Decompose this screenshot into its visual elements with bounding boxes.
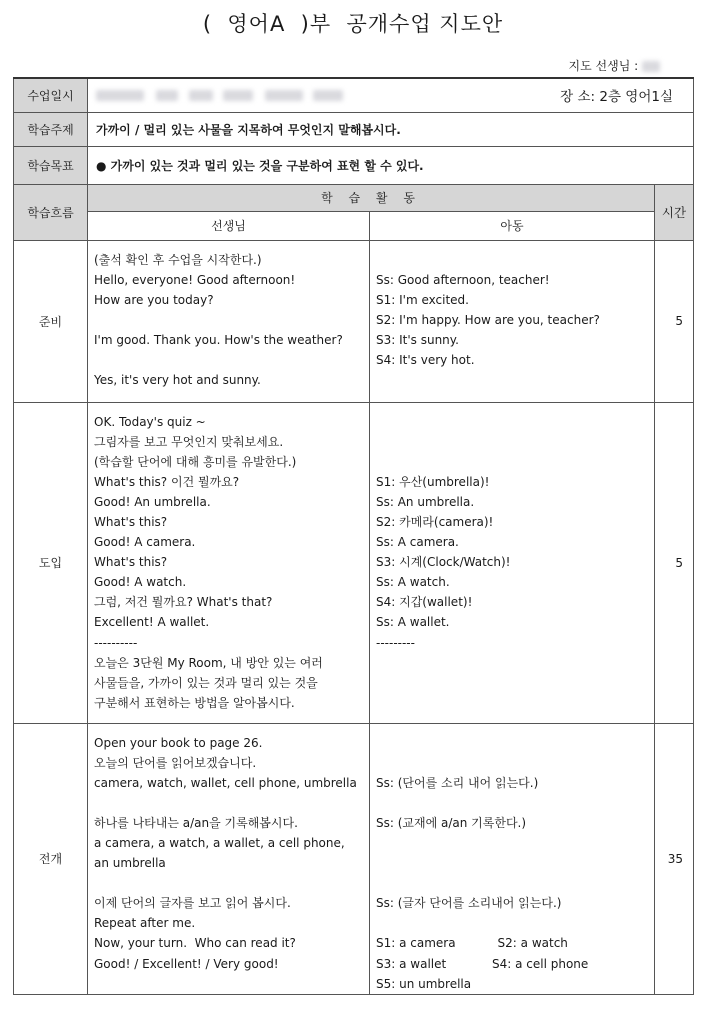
subject-row (14, 112, 694, 146)
goal-text: ● 가까이 있는 것과 멀리 있는 것을 구분하여 표현 할 수 있다. (88, 146, 694, 184)
student-script (370, 403, 654, 653)
teacher-line: 하나를 나타내는 a/an을 기록해봅시다. (94, 815, 298, 830)
teacher-script (88, 724, 369, 974)
teacher-line: 오늘의 단어를 읽어보겠습니다. (94, 755, 257, 770)
date-value-redacted (96, 87, 343, 103)
stage-name: 준비 (14, 240, 88, 402)
stage-time: 5 (655, 402, 694, 723)
student-line: S2: I'm happy. How are you, teacher? (376, 312, 600, 327)
teacher-line: 구분해서 표현하는 방법을 알아봅시다. (94, 695, 295, 710)
teacher-line: 사물들을, 가까이 있는 것과 멀리 있는 것을 (94, 675, 318, 690)
student-line: Ss: An umbrella. (376, 494, 475, 509)
stage-row-develop (14, 723, 694, 994)
teacher-line: Excellent! A wallet. (94, 615, 210, 630)
student-line: Ss: (글자 단어를 소리내어 읽는다.) (376, 896, 562, 911)
stage-time: 35 (655, 723, 694, 994)
student-line: S4: It's very hot. (376, 352, 475, 367)
column-header-row-2 (14, 211, 694, 240)
student-line (376, 913, 648, 933)
student-line (376, 412, 648, 432)
student-line (376, 452, 648, 472)
student-line (376, 250, 648, 270)
teacher-line: ---------- (94, 635, 138, 650)
teacher-line: 그럼, 저건 뭘까요? What's that? (94, 595, 273, 610)
teacher-line: What's this? (94, 555, 168, 570)
subject-text: 가까이 / 멀리 있는 사물을 지목하여 무엇인지 말해봅시다. (88, 112, 694, 146)
activity-header: 학 습 활 동 (88, 184, 655, 211)
student-script (370, 724, 654, 994)
teacher-line: 그림자를 보고 무엇인지 맞춰보세요. (94, 434, 284, 449)
teacher-script (88, 241, 369, 391)
teacher-name-redacted (642, 61, 660, 72)
teacher-line: camera, watch, wallet, cell phone, umbrella (94, 775, 357, 790)
lesson-plan-table (13, 77, 694, 995)
teacher-line: (출석 확인 후 수업을 시작한다.) (94, 252, 262, 267)
teacher-line: Repeat after me. (94, 916, 196, 931)
student-line: S3: It's sunny. (376, 332, 459, 347)
teacher-line: I'm good. Thank you. How's the weather? (94, 332, 343, 347)
student-header: 아동 (370, 211, 655, 240)
student-line: Ss: Good afternoon, teacher! (376, 272, 550, 287)
teacher-line: Now, your turn. Who can read it? (94, 936, 296, 951)
teacher-script (88, 403, 369, 713)
student-line: Ss: A watch. (376, 575, 450, 590)
teacher-line: (학습할 단어에 대해 흥미를 유발한다.) (94, 454, 297, 469)
student-line: Ss: (교재에 a/an 기록한다.) (376, 815, 527, 830)
teacher-line: What's this? (94, 514, 168, 529)
student-line (376, 833, 648, 853)
student-line: Ss: (단어를 소리 내어 읽는다.) (376, 775, 539, 790)
teacher-line: Yes, it's very hot and sunny. (94, 373, 261, 388)
subject-label: 학습주제 (14, 112, 88, 146)
teacher-line: What's this? 이건 뭘까요? (94, 474, 240, 489)
student-line: Ss: A wallet. (376, 615, 450, 630)
teacher-line: OK. Today's quiz ~ (94, 414, 206, 429)
student-script (370, 241, 654, 371)
date-place-row (88, 85, 693, 105)
student-line (376, 853, 648, 873)
teacher-header: 선생님 (88, 211, 370, 240)
student-line (376, 793, 648, 813)
date-row (14, 78, 694, 112)
teacher-label: 지도 선생님 : (568, 59, 639, 73)
page-title: ( 영어A )부 공개수업 지도안 (202, 12, 504, 36)
teacher-line: Good! An umbrella. (94, 494, 211, 509)
stage-name: 도입 (14, 402, 88, 723)
stage-name: 전개 (14, 723, 88, 994)
teacher-line: How are you today? (94, 292, 214, 307)
student-line: S1: I'm excited. (376, 292, 469, 307)
student-line: S1: 우산(umbrella)! (376, 474, 490, 489)
teacher-line: 오늘은 3단원 My Room, 내 방안 있는 여러 (94, 655, 323, 670)
teacher-line (94, 873, 363, 893)
student-line: S3: 시계(Clock/Watch)! (376, 555, 511, 570)
teacher-line: an umbrella (94, 856, 166, 871)
teacher-line: a camera, a watch, a wallet, a cell phone, (94, 835, 345, 850)
teacher-line (569, 57, 660, 74)
teacher-line: Hello, everyone! Good afternoon! (94, 272, 296, 287)
teacher-line: Good! A camera. (94, 535, 196, 550)
teacher-line (94, 793, 363, 813)
column-header-row-1 (14, 184, 694, 211)
teacher-line: 이제 단어의 글자를 보고 읽어 봅시다. (94, 896, 291, 911)
goal-label: 학습목표 (14, 146, 88, 184)
student-line: --------- (376, 635, 415, 650)
student-line: S2: 카메라(camera)! (376, 514, 494, 529)
student-line: S4: 지갑(wallet)! (376, 595, 473, 610)
goal-row (14, 146, 694, 184)
stage-row-prep (14, 240, 694, 402)
date-label: 수업일시 (14, 78, 88, 112)
student-line (376, 873, 648, 893)
time-header: 시간 (655, 184, 694, 240)
stage-time: 5 (655, 240, 694, 402)
student-line (376, 432, 648, 452)
place-text: 장 소: 2층 영어1실 (560, 89, 673, 106)
student-line (376, 753, 648, 773)
student-line: S3: a wallet S4: a cell phone (376, 956, 589, 971)
stage-row-intro (14, 402, 694, 723)
teacher-line: Open your book to page 26. (94, 735, 263, 750)
student-line: S5: un umbrella (376, 976, 472, 991)
flow-header: 학습흐름 (14, 184, 88, 240)
teacher-line (94, 310, 363, 330)
student-line: S1: a camera S2: a watch (376, 936, 568, 951)
teacher-line: Good! A watch. (94, 575, 187, 590)
student-line: Ss: A camera. (376, 535, 459, 550)
student-line (376, 733, 648, 753)
teacher-line: Good! / Excellent! / Very good! (94, 956, 279, 971)
teacher-line (94, 350, 363, 370)
